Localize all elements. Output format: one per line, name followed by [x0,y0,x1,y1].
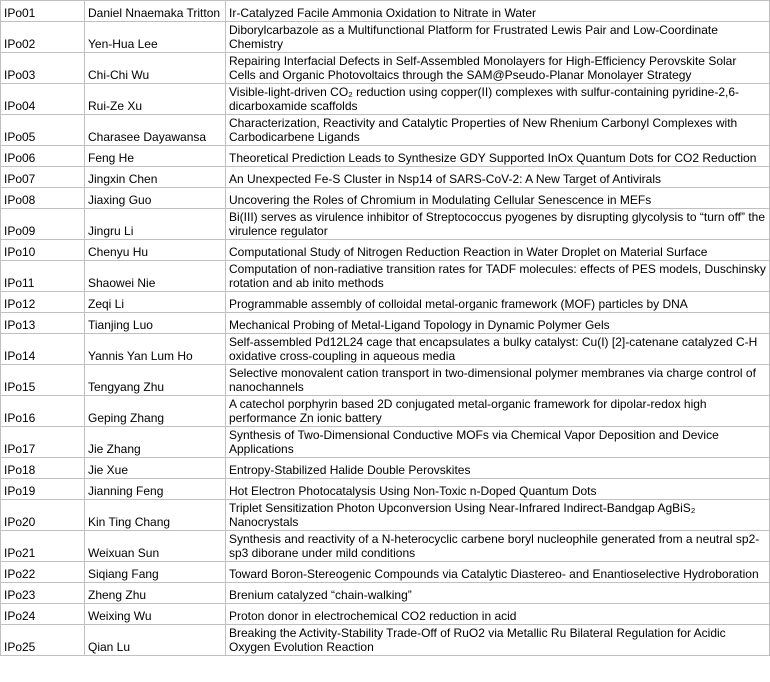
poster-id-cell[interactable]: IPo13 [1,313,85,334]
presenter-name-cell[interactable]: Daniel Nnaemaka Tritton [85,1,226,22]
table-row [1,313,770,334]
presenter-name-cell[interactable]: Zheng Zhu [85,583,226,604]
table-row [1,292,770,313]
presenter-name-cell[interactable]: Tengyang Zhu [85,365,226,396]
poster-id-cell[interactable]: IPo15 [1,365,85,396]
presenter-name-cell[interactable]: Charasee Dayawansa [85,115,226,146]
poster-title-cell[interactable]: Hot Electron Photocatalysis Using Non-Toxic n-Doped Quantum Dots [226,479,770,500]
table-row [1,115,770,146]
presenter-name-cell[interactable]: Yen-Hua Lee [85,22,226,53]
poster-id-cell[interactable]: IPo14 [1,334,85,365]
presenter-name-cell[interactable]: Geping Zhang [85,396,226,427]
presenter-name-cell[interactable]: Zeqi Li [85,292,226,313]
poster-title-cell[interactable]: Mechanical Probing of Metal-Ligand Topology in Dynamic Polymer Gels [226,313,770,334]
poster-title-cell[interactable]: Theoretical Prediction Leads to Synthesize GDY Supported InOx Quantum Dots for CO2 Reduction [226,146,770,167]
poster-id-cell[interactable]: IPo25 [1,625,85,656]
poster-title-cell[interactable]: Ir-Catalyzed Facile Ammonia Oxidation to Nitrate in Water [226,1,770,22]
table-row [1,562,770,583]
poster-title-cell[interactable]: Repairing Interfacial Defects in Self-Assembled Monolayers for High-Efficiency Perovskite Solar Cells and Organic Photovoltaics through the SAM@Pseudo-Planar Monolayer Strategy [226,53,770,84]
poster-id-cell[interactable]: IPo22 [1,562,85,583]
presenter-name-cell[interactable]: Siqiang Fang [85,562,226,583]
table-row [1,427,770,458]
poster-id-cell[interactable]: IPo09 [1,209,85,240]
poster-title-cell[interactable]: Self-assembled Pd12L24 cage that encapsulates a bulky catalyst: Cu(I) [2]-catenane catalyzed C-H oxidative cross-coupling in aqueous media [226,334,770,365]
poster-title-cell[interactable]: Computational Study of Nitrogen Reduction Reaction in Water Droplet on Material Surface [226,240,770,261]
poster-title-cell[interactable]: An Unexpected Fe-S Cluster in Nsp14 of SARS-CoV-2: A New Target of Antivirals [226,167,770,188]
table-row [1,583,770,604]
poster-id-cell[interactable]: IPo16 [1,396,85,427]
presenter-name-cell[interactable]: Qian Lu [85,625,226,656]
poster-id-cell[interactable]: IPo18 [1,458,85,479]
poster-title-cell[interactable]: Proton donor in electrochemical CO2 reduction in acid [226,604,770,625]
presenter-name-cell[interactable]: Jingru Li [85,209,226,240]
presenter-name-cell[interactable]: Weixuan Sun [85,531,226,562]
presenter-name-cell[interactable]: Weixing Wu [85,604,226,625]
table-body [1,1,770,656]
poster-id-cell[interactable]: IPo21 [1,531,85,562]
poster-id-cell[interactable]: IPo11 [1,261,85,292]
poster-id-cell[interactable]: IPo10 [1,240,85,261]
poster-title-cell[interactable]: Synthesis of Two-Dimensional Conductive MOFs via Chemical Vapor Deposition and Device Applications [226,427,770,458]
poster-title-cell[interactable]: Synthesis and reactivity of a N-heterocyclic carbene boryl nucleophile generated from a neutral sp2-sp3 diborane under mild conditions [226,531,770,562]
poster-id-cell[interactable]: IPo05 [1,115,85,146]
poster-id-cell[interactable]: IPo03 [1,53,85,84]
table-row [1,240,770,261]
table-row [1,1,770,22]
poster-title-cell[interactable]: Diborylcarbazole as a Multifunctional Platform for Frustrated Lewis Pair and Low-Coordinate Chemistry [226,22,770,53]
poster-title-cell[interactable]: Triplet Sensitization Photon Upconversion Using Near-Infrared Indirect-Bandgap AgBiS₂ Nanocrystals [226,500,770,531]
presenter-name-cell[interactable]: Tianjing Luo [85,313,226,334]
table-row [1,458,770,479]
poster-id-cell[interactable]: IPo20 [1,500,85,531]
presenter-name-cell[interactable]: Jingxin Chen [85,167,226,188]
table-row [1,209,770,240]
presenter-name-cell[interactable]: Kin Ting Chang [85,500,226,531]
table-row [1,500,770,531]
poster-id-cell[interactable]: IPo23 [1,583,85,604]
presenter-name-cell[interactable]: Shaowei Nie [85,261,226,292]
poster-id-cell[interactable]: IPo04 [1,84,85,115]
poster-title-cell[interactable]: Visible-light-driven CO₂ reduction using copper(II) complexes with sulfur-containing pyridine-2,6-dicarboxamide scaffolds [226,84,770,115]
presenter-name-cell[interactable]: Jianning Feng [85,479,226,500]
poster-title-cell[interactable]: A catechol porphyrin based 2D conjugated metal-organic framework for dipolar-redox high performance Zn ionic battery [226,396,770,427]
presenter-name-cell[interactable]: Jie Xue [85,458,226,479]
presenter-name-cell[interactable]: Feng He [85,146,226,167]
poster-id-cell[interactable]: IPo19 [1,479,85,500]
poster-id-cell[interactable]: IPo07 [1,167,85,188]
poster-title-cell[interactable]: Bi(III) serves as virulence inhibitor of Streptococcus pyogenes by disrupting glycolysis to “turn off” the virulence regulator [226,209,770,240]
poster-id-cell[interactable]: IPo24 [1,604,85,625]
table-row [1,604,770,625]
table-row [1,22,770,53]
table-row [1,365,770,396]
poster-title-cell[interactable]: Computation of non-radiative transition rates for TADF molecules: effects of PES models, Duschinsky rotation and ab inito methods [226,261,770,292]
table-row [1,84,770,115]
presenter-name-cell[interactable]: Jie Zhang [85,427,226,458]
table-row [1,531,770,562]
poster-id-cell[interactable]: IPo06 [1,146,85,167]
presenter-name-cell[interactable]: Chi-Chi Wu [85,53,226,84]
table-row [1,53,770,84]
presenter-name-cell[interactable]: Chenyu Hu [85,240,226,261]
presenter-name-cell[interactable]: Yannis Yan Lum Ho [85,334,226,365]
poster-title-cell[interactable]: Programmable assembly of colloidal metal-organic framework (MOF) particles by DNA [226,292,770,313]
poster-id-cell[interactable]: IPo12 [1,292,85,313]
poster-id-cell[interactable]: IPo01 [1,1,85,22]
poster-title-cell[interactable]: Selective monovalent cation transport in two-dimensional polymer membranes via charge control of nanochannels [226,365,770,396]
table-row [1,188,770,209]
table-row [1,167,770,188]
poster-id-cell[interactable]: IPo17 [1,427,85,458]
table-row [1,334,770,365]
table-row [1,261,770,292]
poster-title-cell[interactable]: Uncovering the Roles of Chromium in Modulating Cellular Senescence in MEFs [226,188,770,209]
poster-title-cell[interactable]: Characterization, Reactivity and Catalytic Properties of New Rhenium Carbonyl Complexes with Carbodicarbene Ligands [226,115,770,146]
poster-id-cell[interactable]: IPo08 [1,188,85,209]
presenter-name-cell[interactable]: Rui-Ze Xu [85,84,226,115]
presenter-name-cell[interactable]: Jiaxing Guo [85,188,226,209]
poster-title-cell[interactable]: Breaking the Activity-Stability Trade-Off of RuO2 via Metallic Ru Bilateral Regulation for Acidic Oxygen Evolution Reaction [226,625,770,656]
poster-id-cell[interactable]: IPo02 [1,22,85,53]
poster-title-cell[interactable]: Entropy-Stabilized Halide Double Perovskites [226,458,770,479]
poster-title-cell[interactable]: Toward Boron-Stereogenic Compounds via Catalytic Diastereo- and Enantioselective Hydroboration [226,562,770,583]
table-row [1,396,770,427]
table-row [1,625,770,656]
table-row [1,146,770,167]
poster-title-cell[interactable]: Brenium catalyzed “chain-walking” [226,583,770,604]
table-row [1,479,770,500]
